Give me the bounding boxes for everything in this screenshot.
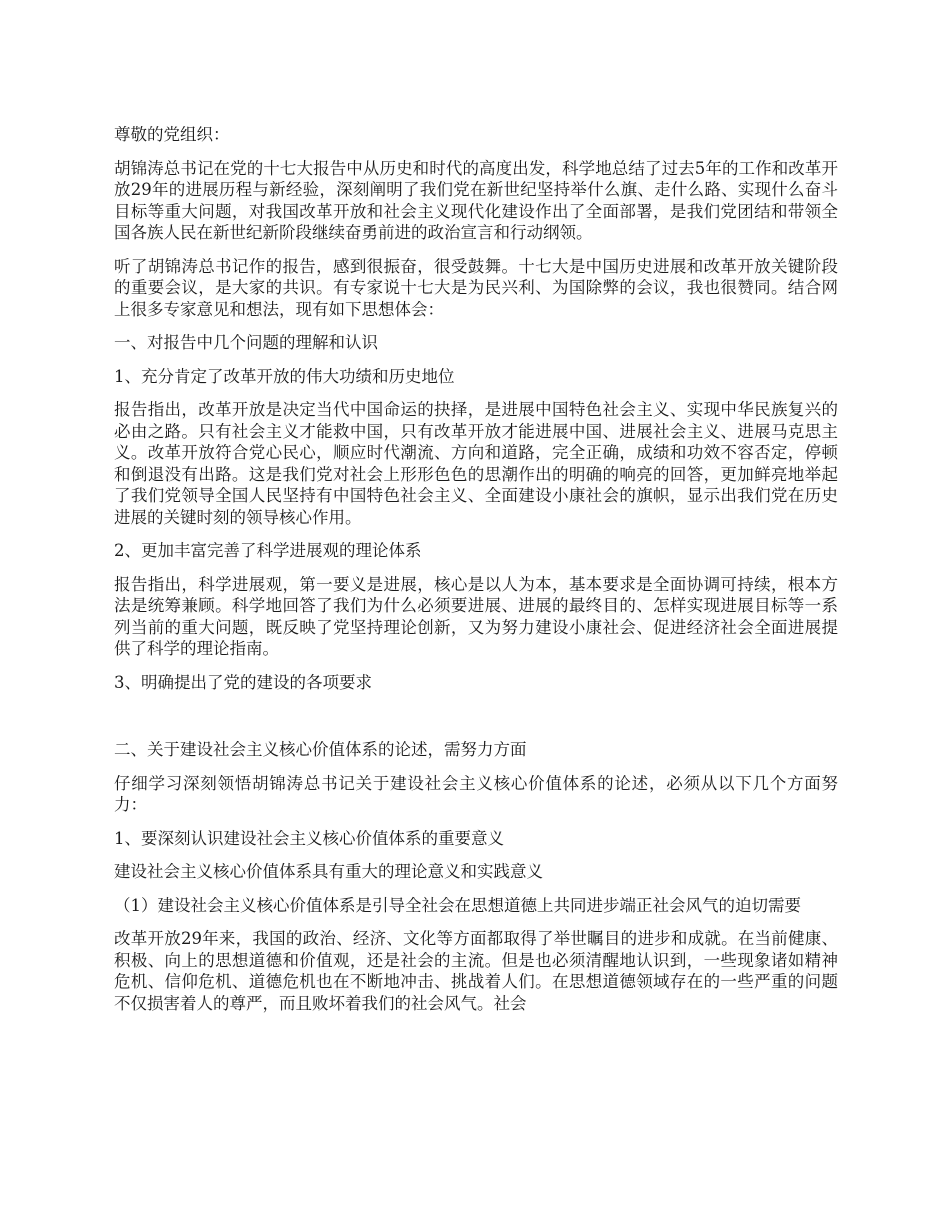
salutation: 尊敬的党组织： [114,125,230,144]
section-heading: 二、关于建设社会主义核心价值体系的论述，需努力方面 [114,740,527,759]
paragraph: 建设社会主义核心价值体系具有重大的理论意义和实践意义 [114,862,543,881]
section-heading: 一、对报告中几个问题的理解和认识 [114,333,378,352]
document-page [114,124,838,1026]
paragraph: 报告指出，科学进展观，第一要义是进展，核心是以人为本，基本要求是全面协调可持续，根本方法是统筹兼顾。科学地回答了我们为什么必须要进展、进展的最终目的、怎样实现进展目标等一系列当前的重大问题，既反映了党坚持理论创新，又为努力建设小康社会、促进经济社会全面进展提供了科学的理论指南。 [114,574,838,658]
subsection-heading: 3、明确提出了党的建设的各项要求 [114,672,372,692]
paragraph: 仔细学习深刻领悟胡锦涛总书记关于建设社会主义核心价值体系的论述，必须从以下几个方面努力： [114,773,838,814]
paragraph: （1）建设社会主义核心价值体系是引导全社会在思想道德上共同进步端正社会风气的迫切需要 [114,895,801,915]
paragraph: 报告指出，改革开放是决定当代中国命运的抉择，是进展中国特色社会主义、实现中华民族复兴的必由之路。只有社会主义才能救中国，只有改革开放才能进展中国、进展社会主义、进展马克思主义。改革开放符合党心民心，顺应时代潮流、方向和道路，完全正确，成绩和功效不容否定，停顿和倒退没有出路。这是我们党对社会上形形色色的思潮作出的明确的响亮的回答，更加鲜亮地举起了我们党领导全国人民坚持有中国特色社会主义、全面建设小康社会的旗帜，显示出我们党在历史进展的关键时刻的领导核心作用。 [114,400,838,527]
subsection-heading: 1、要深刻认识建设社会主义核心价值体系的重要意义 [114,828,504,848]
subsection-heading: 1、充分肯定了改革开放的伟大功绩和历史地位 [114,366,455,386]
blank-line [114,705,838,739]
subsection-heading: 2、更加丰富完善了科学进展观的理论体系 [114,541,422,560]
paragraph: 改革开放29年来，我国的政治、经济、文化等方面都取得了举世瞩目的进步和成就。在当前健康、积极、向上的思想道德和价值观，还是社会的主流。但是也必须清醒地认识到，一些现象诸如精神危机、信仰危机、道德危机也在不断地冲击、挑战着人们。在思想道德领域存在的一些严重的问题不仅损害着人的尊严，而且败坏着我们的社会风气。社会 [114,929,838,1013]
paragraph: 胡锦涛总书记在党的十七大报告中从历史和时代的高度出发，科学地总结了过去5年的工作和改革开放29年的进展历程与新经验，深刻阐明了我们党在新世纪坚持举什么旗、走什么路、实现什么奋斗目标等重大问题，对我国改革开放和社会主义现代化建设作出了全面部署，是我们党团结和带领全国各族人民在新世纪新阶段继续奋勇前进的政治宣言和行动纲领。 [114,158,838,242]
paragraph: 听了胡锦涛总书记作的报告，感到很振奋，很受鼓舞。十七大是中国历史进展和改革开放关键阶段的重要会议，是大家的共识。有专家说十七大是为民兴利、为国除弊的会议，我也很赞同。结合网上很多专家意见和想法，现有如下思想体会： [114,256,838,319]
